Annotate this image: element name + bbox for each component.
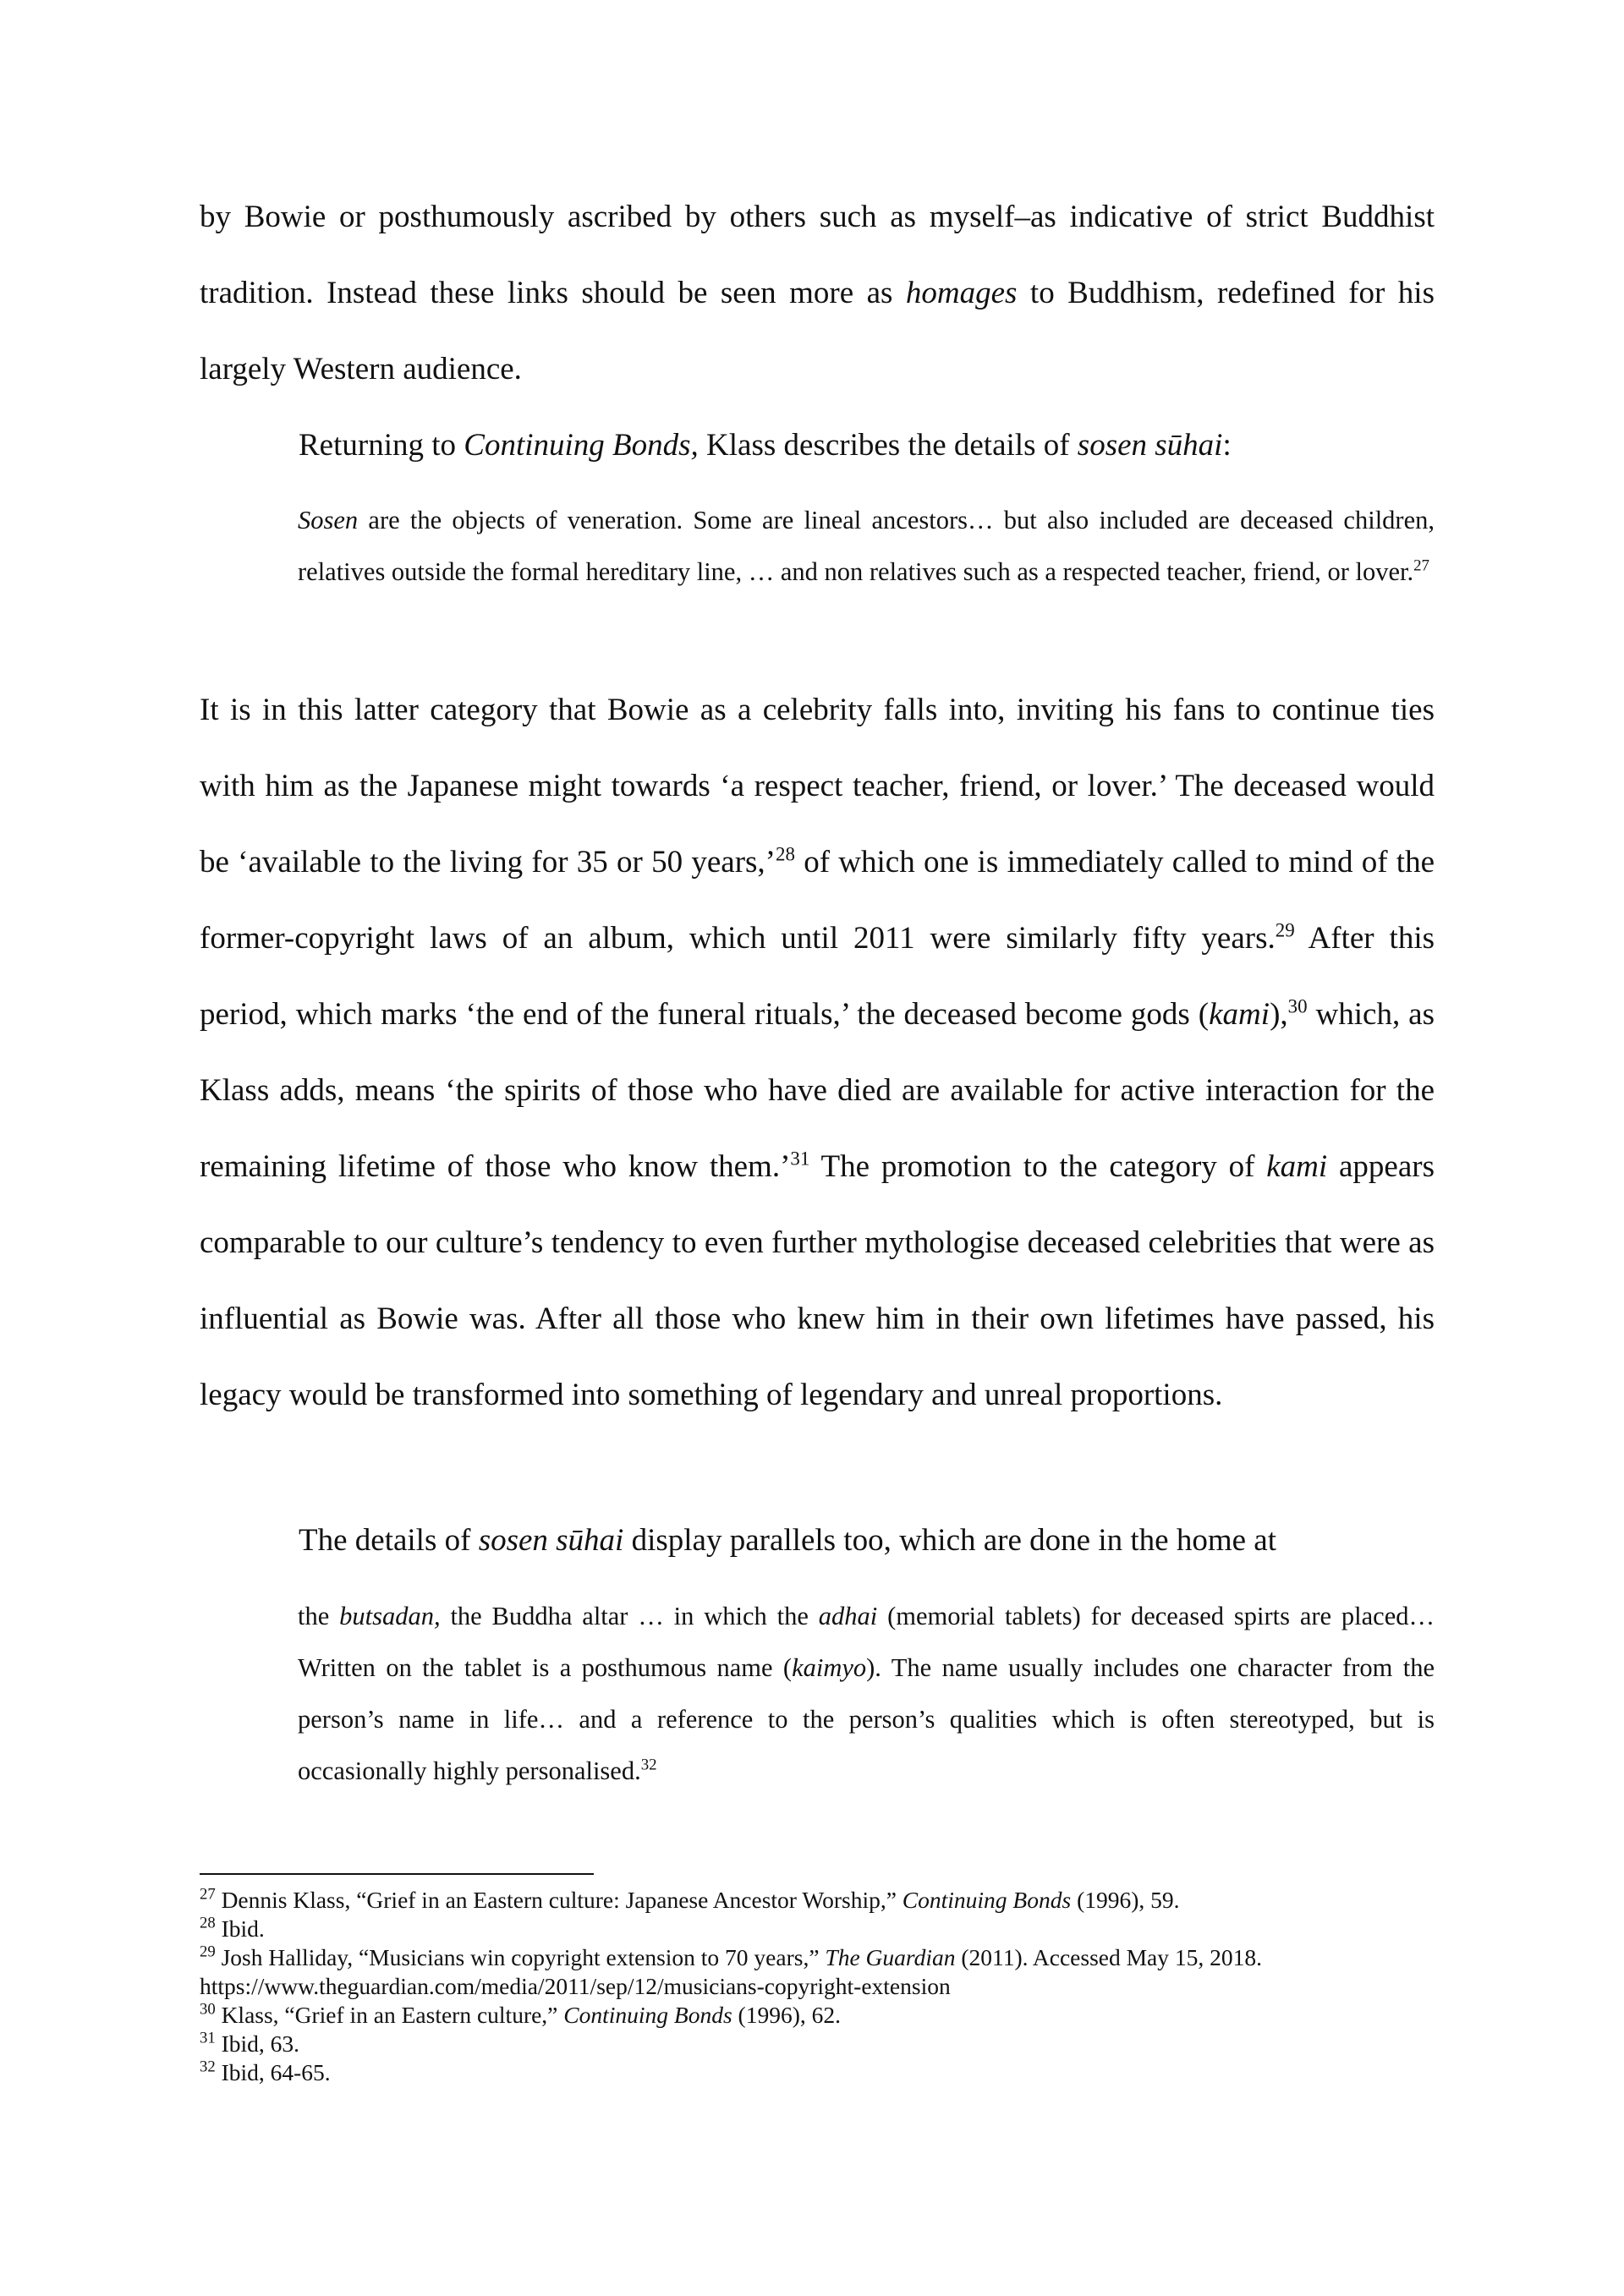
block-quote-butsadan: the butsadan, the Buddha altar … in which the adhai (memorial tablets) for deceased spirts are placed… Written on the tablet is a posthumous name (kaimyo). The name usually includes one character from the person’s name in life… and a reference to the person’s qualities which is often stereotyped, but is occasionally highly personalised.$^{32}$ bbox=[298, 1602, 1435, 1785]
paragraph-continuation: by Bowie or posthumously ascribed by others such as myself–as indicative of strict Buddhist tradition. Instead these links should be seen more as homages to Buddhism, redefined for his largely Western audience. bbox=[200, 200, 1435, 386]
paragraph-returning: Returning to Continuing Bonds, Klass describes the details of sosen sūhai: bbox=[299, 428, 1232, 463]
footnote-29: $^{29}$ Josh Halliday, “Musicians win copyright extension to 70 years,” The Guardian (2011). Accessed May 15, 2018. https://www.theguardian.com/media/2011/sep/12/musicians-copyright-extension bbox=[200, 1943, 1263, 1999]
footnote-ref-30[interactable]: 30 bbox=[1287, 995, 1308, 1017]
footnote-28: $^{28}$ Ibid. bbox=[200, 1914, 265, 1942]
footnote-32: $^{32}$ Ibid, 64-65. bbox=[200, 2058, 331, 2085]
footnote-30: $^{30}$ Klass, “Grief in an Eastern culture,” Continuing Bonds (1996), 62. bbox=[200, 2000, 841, 2028]
footnote-31: $^{31}$ Ibid, 63. bbox=[200, 2029, 299, 2057]
footnote-ref-32[interactable]: 32 bbox=[640, 1756, 657, 1774]
footnote-27: $^{27}$ Dennis Klass, “Grief in an Eastern culture: Japanese Ancestor Worship,” Continuing Bonds (1996), 59. bbox=[200, 1885, 1180, 1913]
paragraph-latter-category: It is in this latter category that Bowie as a celebrity falls into, inviting his fans to continue ties with him as the Japanese might towards ‘a respect teacher, friend, or lover.’ The deceased would be ‘available to the living for 35 or 50 years,’$^{28}$ of which one is immediately called to mind of the former-copyright laws of an album, which until 2011 were similarly fifty years.$^{29}$ After this period, which marks ‘the end of the funeral rituals,’ the deceased become gods (kami),$^{30}$ which, as Klass adds, means ‘the spirits of those who have died are available for active interaction for the remaining lifetime of those who know them.’$^{31}$ The promotion to the category of kami appears comparable to our culture’s tendency to even further mythologise deceased celebrities that were as influential as Bowie was. After all those who knew him in their own lifetimes have passed, his legacy would be transformed into something of legendary and unreal proportions. bbox=[200, 693, 1435, 1412]
paragraph-line: by Bowie or posthumously ascribed by others such as myself–as indicative of strict Buddhist bbox=[200, 200, 1435, 234]
block-quote-sosen: Sosen are the objects of veneration. Some are lineal ancestors… but also included are deceased children, relatives outside the formal hereditary line, … and non relatives such as a respected teacher, friend, or lover.$^{27}$ bbox=[298, 506, 1435, 586]
paragraph-details: The details of sosen sūhai display parallels too, which are done in the home at bbox=[299, 1523, 1276, 1558]
footnote-ref-31[interactable]: 31 bbox=[790, 1148, 810, 1170]
footnote-divider bbox=[200, 1873, 594, 1875]
emphasis-homages: homages bbox=[905, 276, 1018, 310]
footnote-ref-29[interactable]: 29 bbox=[1275, 919, 1295, 941]
footnote-ref-28[interactable]: 28 bbox=[776, 843, 795, 865]
footnotes bbox=[200, 1886, 1435, 2087]
footnote-ref-27[interactable]: 27 bbox=[1413, 556, 1429, 575]
